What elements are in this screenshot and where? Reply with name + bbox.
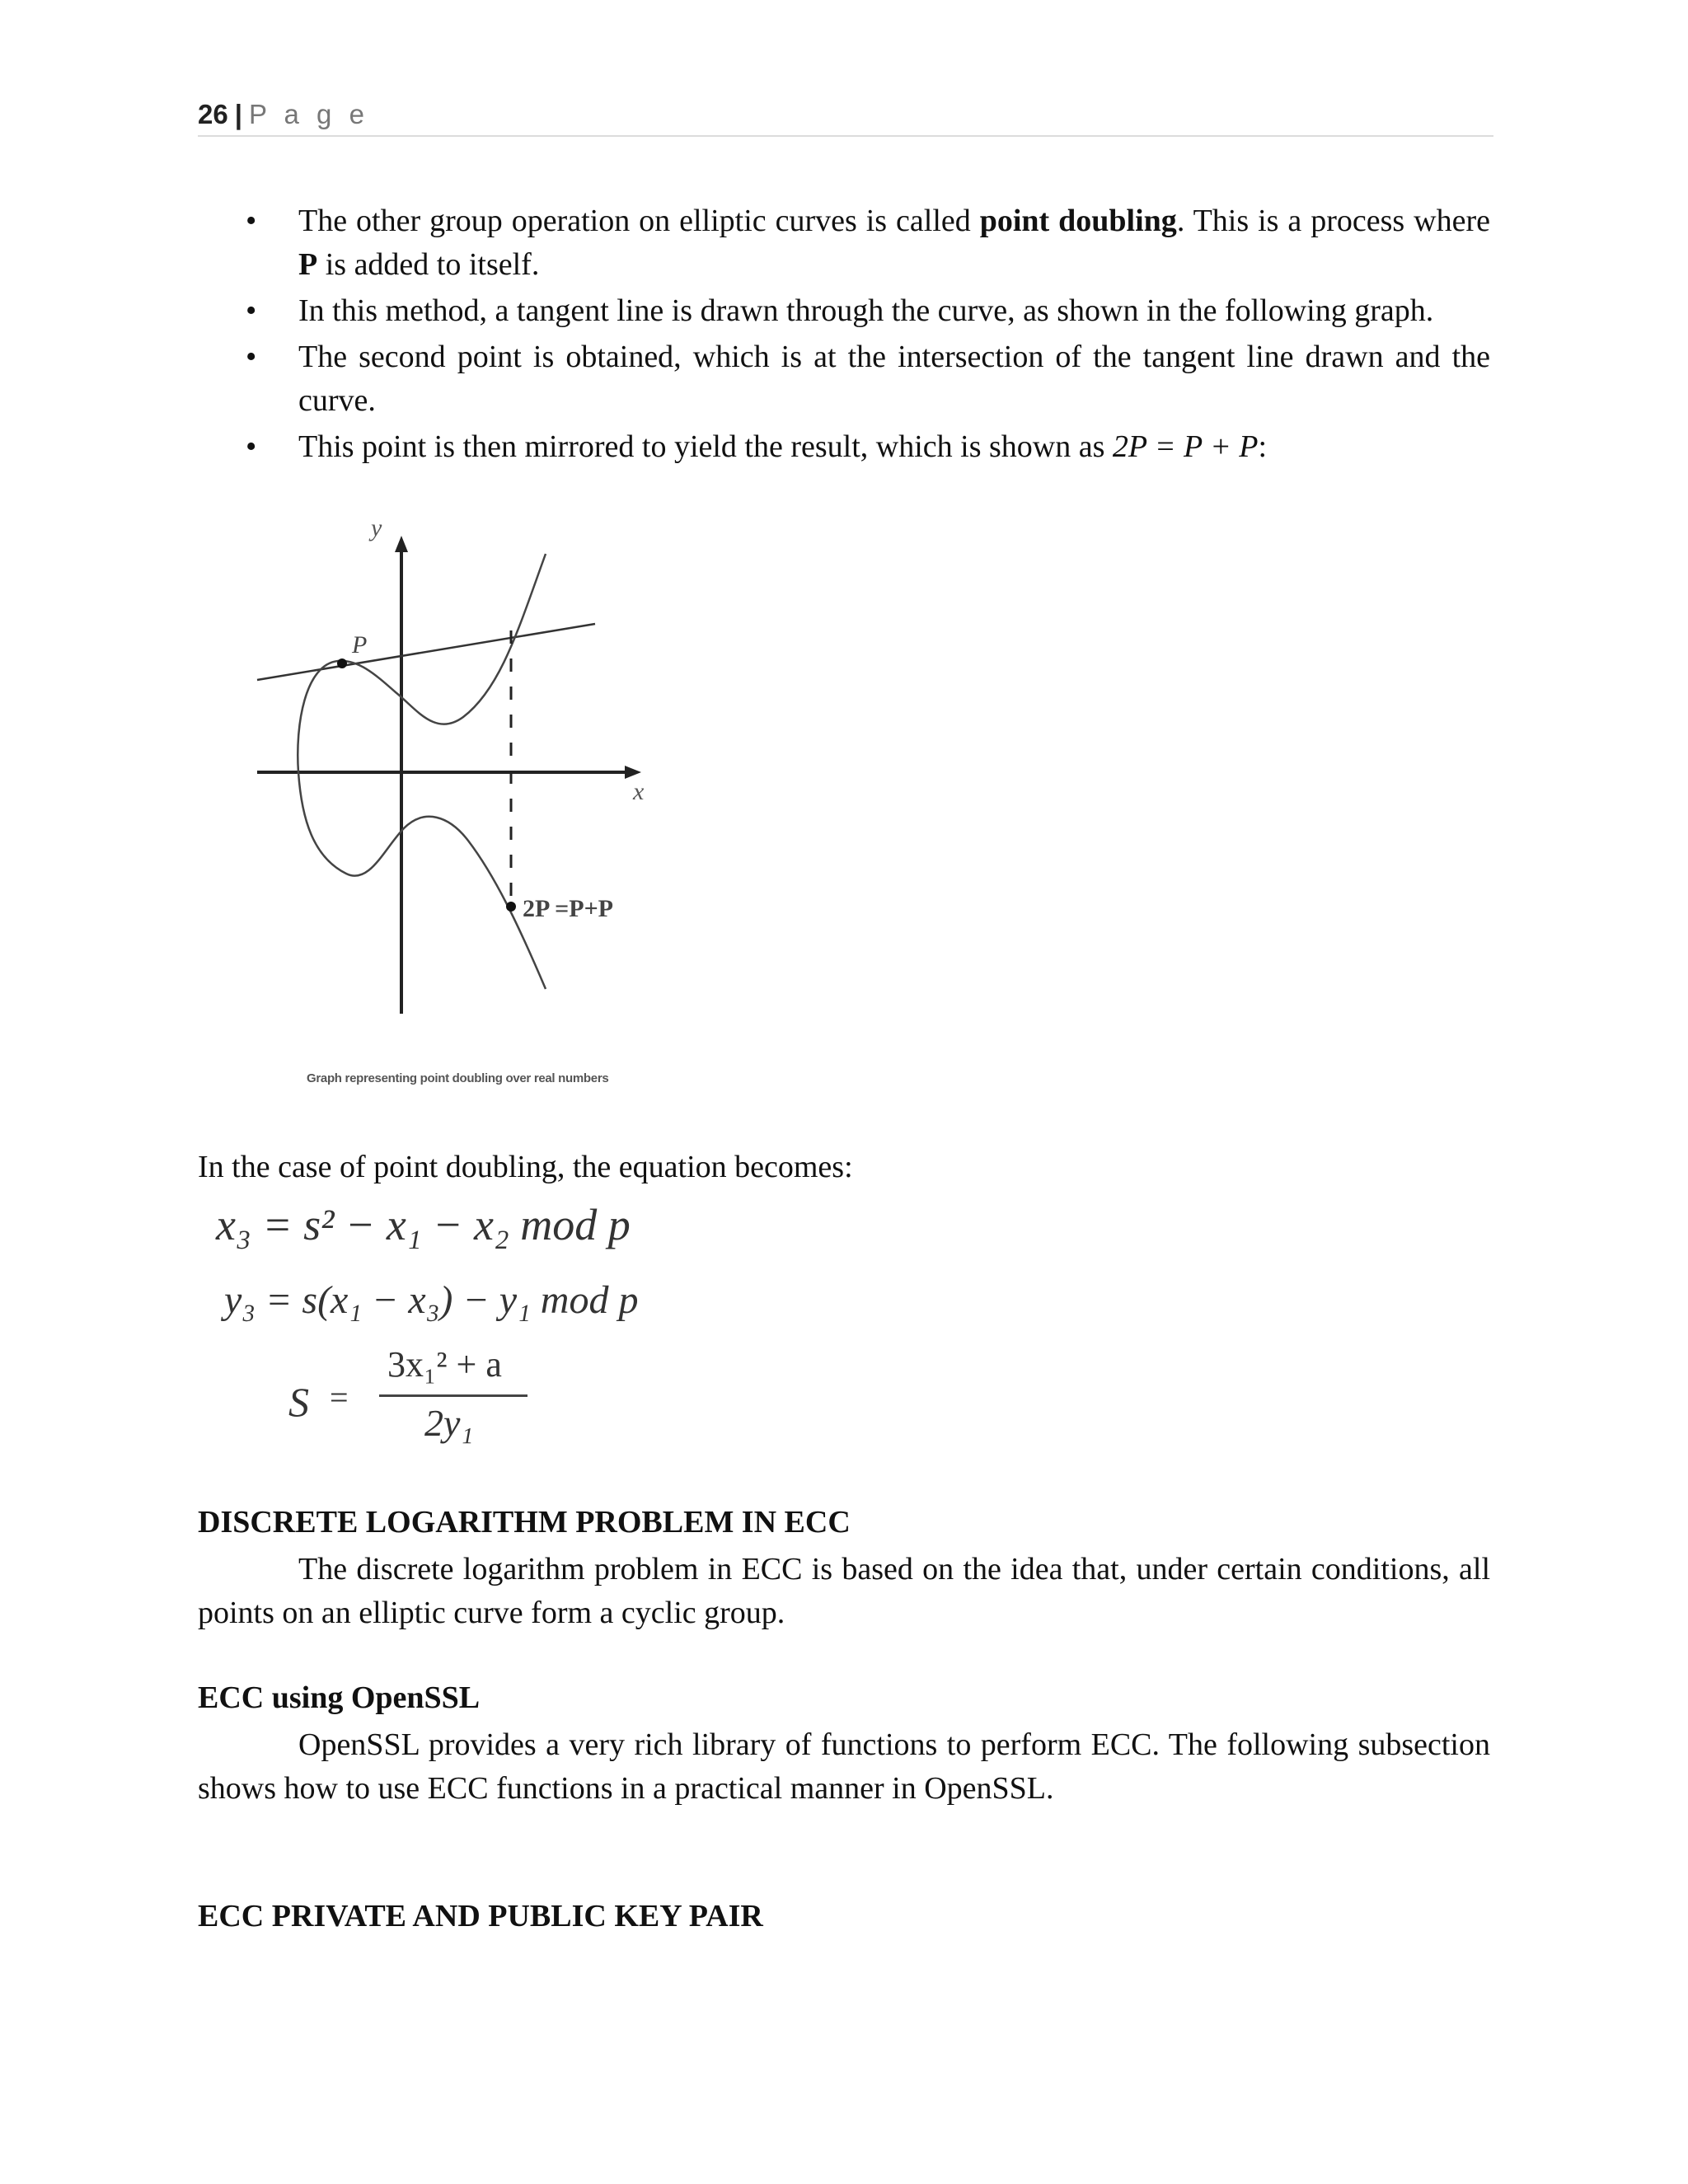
header-separator: | [234,99,242,129]
section-heading-keypair: ECC PRIVATE AND PUBLIC KEY PAIR [198,1899,763,1933]
bullet-bold: P [298,247,318,282]
equation-intro: In the case of point doubling, the equation becomes: [198,1150,853,1184]
x-axis-label: x [633,778,645,805]
y-axis-label: y [371,514,382,541]
bullet-dot-icon: • [246,204,257,238]
x-axis-arrow-icon [625,766,641,779]
page-word: P a g e [248,99,369,129]
section-body-openssl: OpenSSL provides a very rich library of functions to perform ECC. The following subsection shows how to use ECC functions in a practical manner in OpenSSL. [198,1727,1490,1806]
s-numerator: 3x₁² + a [387,1344,502,1385]
y-axis-arrow-icon [395,536,408,552]
bullet-dot-icon: • [246,340,257,374]
bullet-item [198,289,1490,333]
point-p-label: P [352,631,368,658]
point-2p-label: 2P =P+P [523,895,614,922]
bullet-item [198,199,1490,287]
graph-svg [247,511,676,1071]
s-equals: = [330,1379,349,1416]
fraction-bar [379,1394,528,1397]
bullet-text: . This is a process where [1176,204,1490,238]
bullet-text: This point is then mirrored to yield the result, which is shown as [298,429,1113,464]
section-body-dlp: The discrete logarithm problem in ECC is based on the idea that, under certain conditions, all points on an elliptic curve form a cyclic group. [198,1552,1490,1630]
equation-y3: y₃ = s(x₁ − x₃) − y₁ mod p [224,1278,639,1322]
bullet-dot-icon: • [246,429,257,464]
curve-lower [298,772,546,989]
page-header [198,99,1493,137]
figure-caption: Graph representing point doubling over real numbers [307,1071,609,1085]
bullet-text: is added to itself. [317,247,540,282]
section-heading-openssl: ECC using OpenSSL [198,1680,481,1715]
bullet-item [198,335,1490,423]
s-label: S [288,1379,309,1425]
equation-s [288,1343,536,1451]
bullet-text: : [1258,429,1267,464]
bullet-text: The other group operation on elliptic curves is called [298,204,980,238]
point-doubling-graph [247,511,676,1096]
curve-upper [298,554,546,772]
point-p-dot [337,658,347,668]
point-2p-dot [506,902,516,912]
bullet-bold: point doubling [979,204,1177,238]
tangent-line [257,624,595,680]
bullet-dot-icon: • [246,293,257,328]
bullet-text: The second point is obtained, which is at the intersection of the tangent line drawn and the curve. [298,340,1490,418]
page-number: 26 [198,99,228,129]
bullet-list [198,199,1490,471]
bullet-text: In this method, a tangent line is drawn through the curve, as shown in the following graph. [298,293,1434,328]
section-heading-dlp: DISCRETE LOGARITHM PROBLEM IN ECC [198,1505,851,1540]
equation-x3: x₃ = s² − x₁ − x₂ mod p [216,1200,631,1249]
s-denominator: 2y₁ [424,1402,474,1444]
bullet-item [198,425,1490,469]
bullet-italic: 2P = P + P [1112,429,1259,464]
